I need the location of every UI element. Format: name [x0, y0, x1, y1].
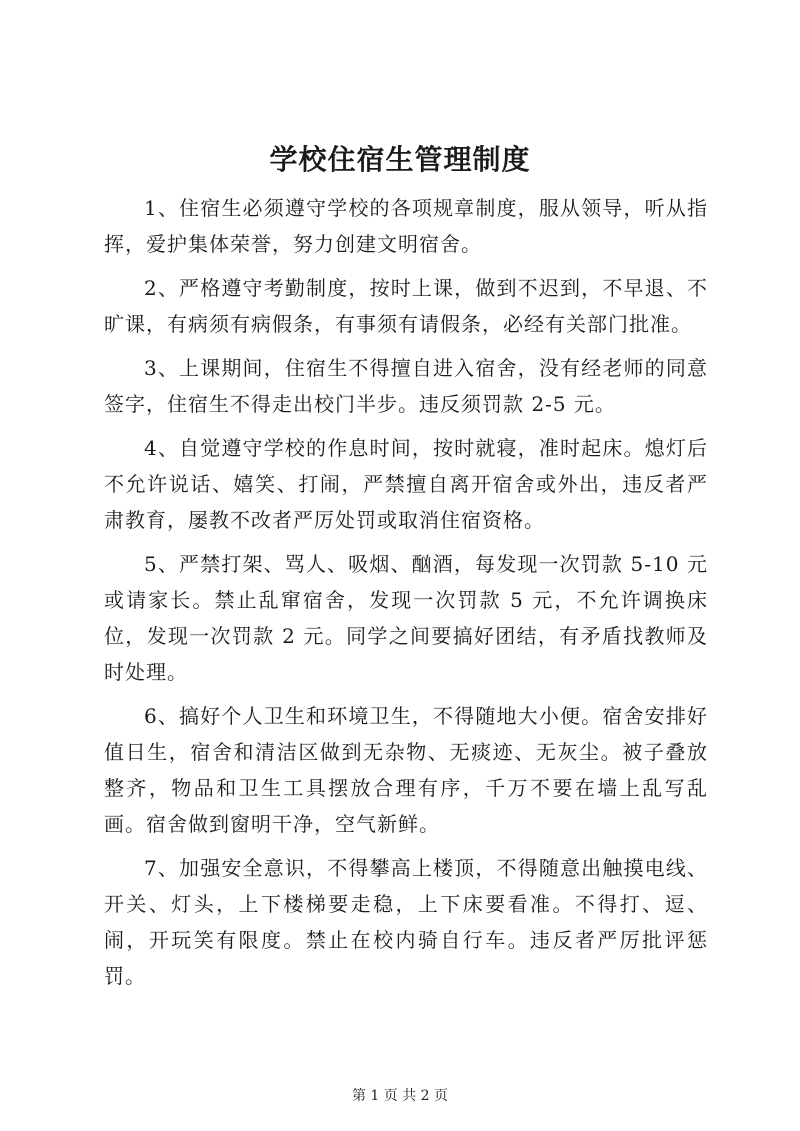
rule-paragraph-5: 5、严禁打架、骂人、吸烟、酗酒，每发现一次罚款 5-10 元或请家长。禁止乱窜宿舍，发现一次罚款 5 元，不允许调换床位，发现一次罚款 2 元。同学之间要搞好团结，有矛盾找教师及时处理。	[104, 552, 708, 684]
document-body	[104, 190, 708, 1002]
document-title: 学校住宿生管理制度	[269, 143, 531, 176]
rule-paragraph-7: 7、加强安全意识，不得攀高上楼顶，不得随意出触摸电线、开关、灯头，上下楼梯要走稳，上下床要看准。不得打、逗、闹，开玩笑有限度。禁止在校内骑自行车。违反者严厉批评惩罚。	[104, 856, 708, 988]
rule-paragraph-3: 3、上课期间，住宿生不得擅自进入宿舍，没有经老师的同意签字，住宿生不得走出校门半步。违反须罚款 2-5 元。	[104, 356, 708, 416]
rule-paragraph-2: 2、严格遵守考勤制度，按时上课，做到不迟到，不早退、不旷课，有病须有病假条，有事须有请假条，必经有关部门批准。	[104, 276, 708, 336]
rule-paragraph-6: 6、搞好个人卫生和环境卫生，不得随地大小便。宿舍安排好值日生，宿舍和清洁区做到无杂物、无痰迹、无灰尘。被子叠放整齐，物品和卫生工具摆放合理有序，千万不要在墙上乱写乱画。宿舍做到窗明干净，空气新鲜。	[104, 704, 708, 836]
rule-paragraph-4: 4、自觉遵守学校的作息时间，按时就寝，准时起床。熄灯后不允许说话、嬉笑、打闹，严禁擅自离开宿舍或外出，违反者严肃教育，屡教不改者严厉处罚或取消住宿资格。	[104, 436, 708, 532]
page-footer: 第 1 页 共 2 页	[351, 1088, 449, 1104]
rule-paragraph-1: 1、住宿生必须遵守学校的各项规章制度，服从领导，听从指挥，爱护集体荣誉，努力创建文明宿舍。	[104, 196, 708, 256]
